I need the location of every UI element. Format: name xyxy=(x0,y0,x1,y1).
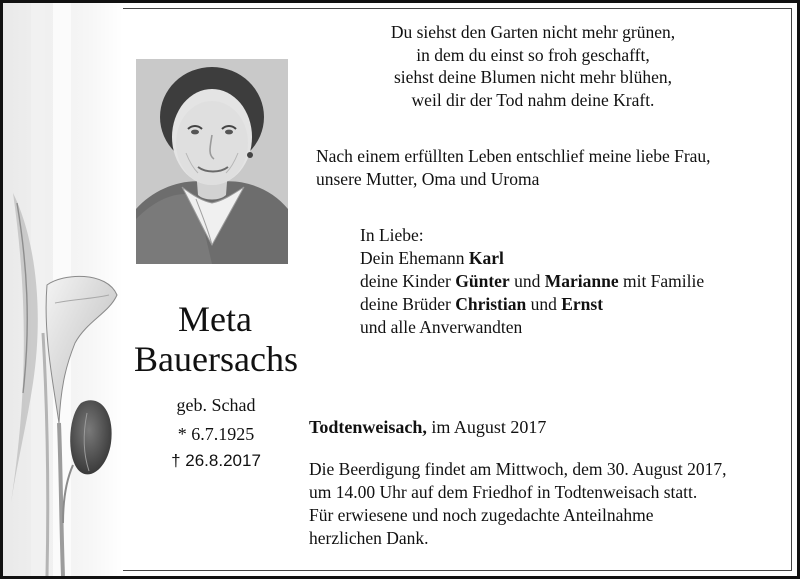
mourner-name: Christian xyxy=(455,294,527,314)
place-name: Todtenweisach, xyxy=(309,417,427,437)
mourner-text: deine Kinder xyxy=(360,271,456,291)
service-line: herzlichen Dank. xyxy=(309,528,429,548)
mourner-name: Marianne xyxy=(544,271,619,291)
deceased-first-name: Meta xyxy=(178,299,252,339)
calla-lily-icon xyxy=(3,3,123,576)
mourner-name: Günter xyxy=(455,271,510,291)
mourner-text: und xyxy=(526,294,562,314)
mourner-name: Ernst xyxy=(561,294,604,314)
service-line: um 14.00 Uhr auf dem Friedhof in Todtenweisach statt. xyxy=(309,482,698,502)
announcement-intro xyxy=(316,145,711,191)
mourner-text: und xyxy=(509,271,545,291)
funeral-service-info xyxy=(309,458,727,550)
intro-line: Nach einem erfüllten Leben entschlief meine liebe Frau, xyxy=(316,146,711,166)
mourners-list xyxy=(360,224,704,339)
intro-line: unsere Mutter, Oma und Uroma xyxy=(316,169,540,189)
mourner-text: Dein Ehemann xyxy=(360,248,469,268)
mourner-line xyxy=(360,247,704,270)
poem-line: in dem du einst so froh geschafft, xyxy=(416,44,650,65)
service-line: Die Beerdigung findet am Mittwoch, dem 30. August 2017, xyxy=(309,459,727,479)
mourner-text: mit Familie xyxy=(618,271,705,291)
poem-line: siehst deine Blumen nicht mehr blühen, xyxy=(393,67,672,87)
service-line: Für erwiesene und noch zugedachte Anteilnahme xyxy=(309,505,654,525)
deceased-last-name: Bauersachs xyxy=(134,339,298,379)
poem xyxy=(313,21,753,111)
maiden-name: geb. Schad xyxy=(176,395,256,415)
portrait-photo xyxy=(136,59,288,264)
death-date: † 26.8.2017 xyxy=(171,451,261,470)
date-text: im August 2017 xyxy=(426,417,547,437)
place-date xyxy=(309,417,546,438)
poem-line: weil dir der Tod nahm deine Kraft. xyxy=(411,89,655,110)
mourners-heading: In Liebe: xyxy=(360,225,424,245)
poem-line: Du siehst den Garten nicht mehr grünen, xyxy=(390,22,676,42)
mourner-line xyxy=(360,293,704,316)
mourner-line xyxy=(360,270,704,293)
mourner-name: Karl xyxy=(468,248,504,268)
mourner-text: deine Brüder xyxy=(360,294,456,314)
mourner-line: und alle Anverwandten xyxy=(360,317,523,337)
birth-date: * 6.7.1925 xyxy=(177,424,255,444)
